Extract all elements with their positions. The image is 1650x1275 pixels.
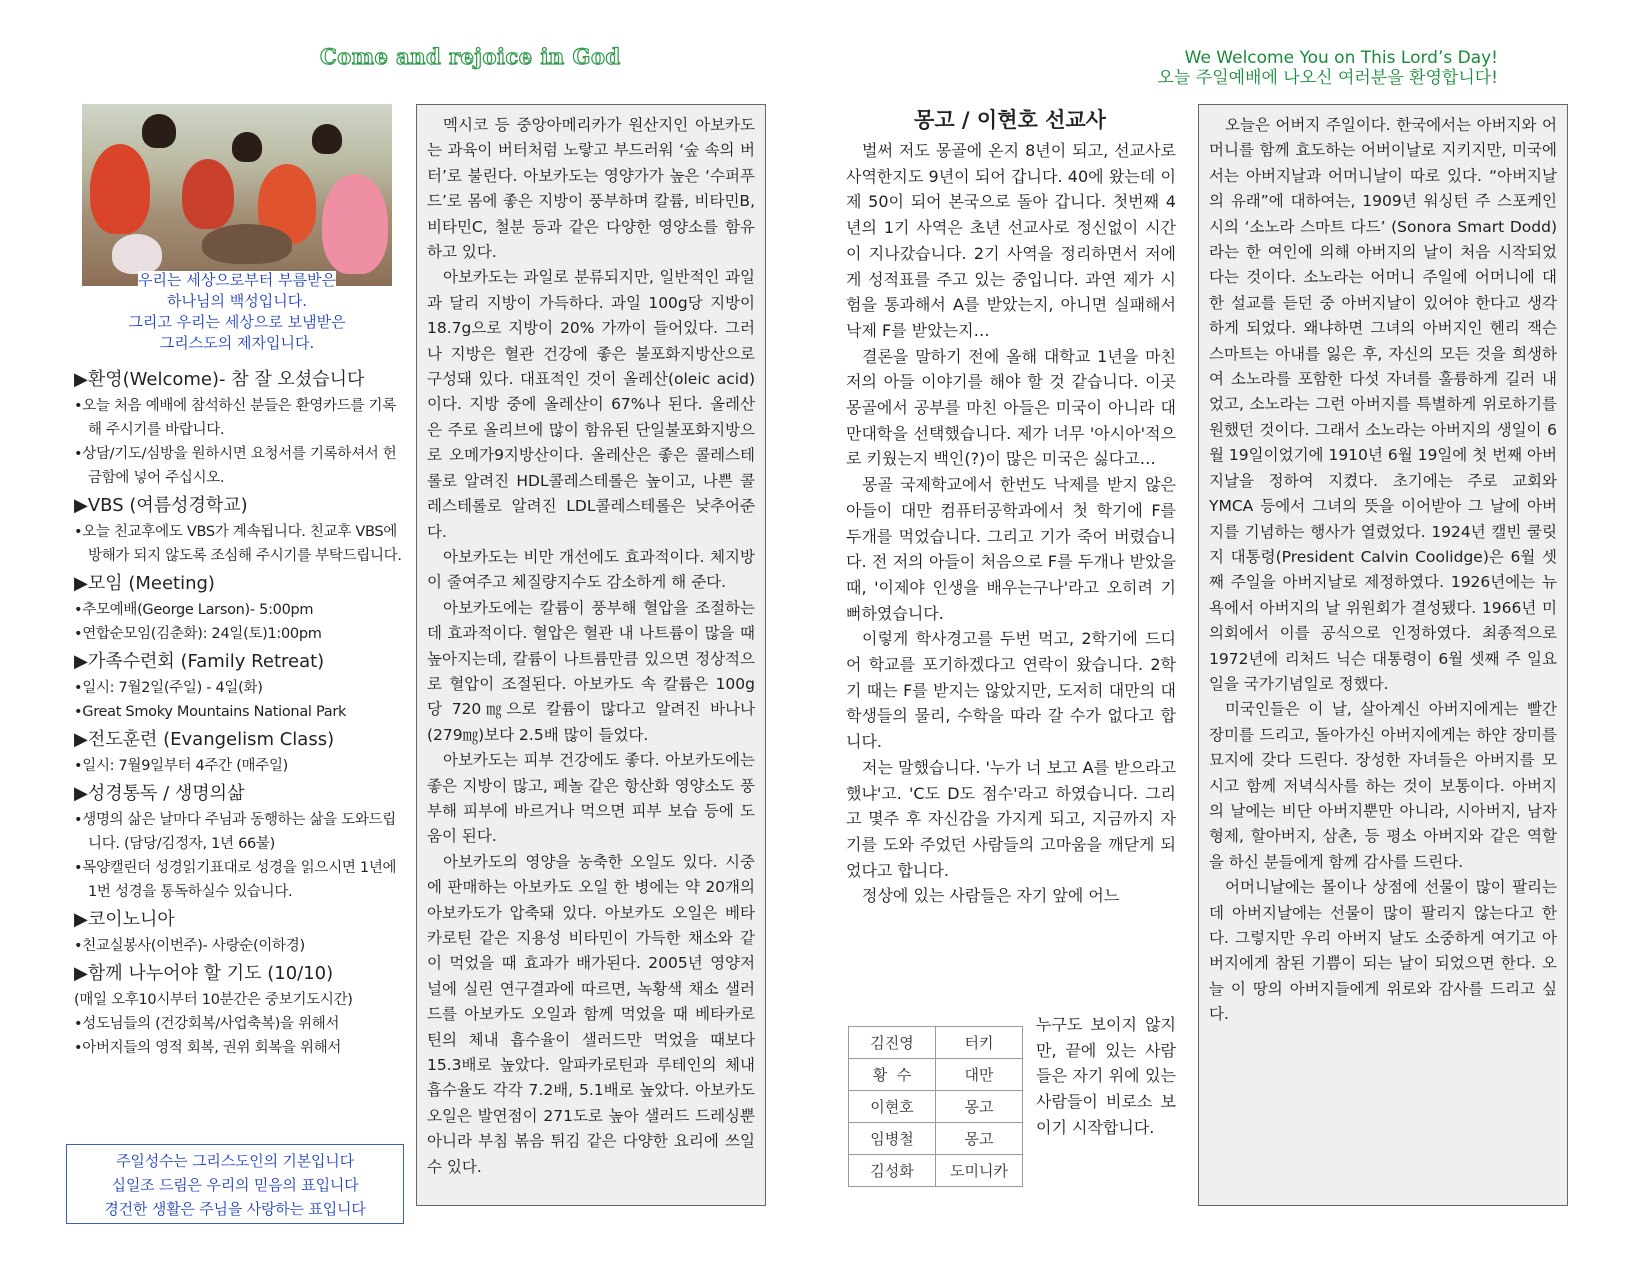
letter-paragraph: 저는 말했습니다. '누가 너 보고 A를 받으라고 했냐'고. 'C도 D도 점수'라고 하였습니다. 그리고 몇주 후 자신감을 가지게 되고, 지금까지 자기를 도와 주었던 사람들의 고마움을 깨닫게 되었다고 합니다. bbox=[846, 757, 1176, 880]
motto-box bbox=[66, 1144, 404, 1224]
article-paragraph: 아보카도에는 칼륨이 풍부해 혈압을 조절하는데 효과적이다. 혈압은 혈관 내 나트륨이 많을 때 높아지는데, 칼륨이 나트륨만큼 있으면 정상적으로 혈압이 조절된다. 아보카도 속 칼륨은 100g당 720㎎으로 칼륨이 많다고 알려진 바나나(279㎎)보다 2.5배 많이 들었다. bbox=[427, 598, 755, 744]
list-item: •생명의 삶은 날마다 주님과 동행하는 삶을 도와드립니다. (담당/김정자, 1년 66불) bbox=[74, 812, 396, 852]
letter-paragraph-continued: 누구도 보이지 않지만, 끝에 있는 사람들은 자기 위에 있는 사람들이 비로소 보이기 시작합니다. bbox=[1036, 1015, 1176, 1137]
welcome-banner bbox=[978, 48, 1498, 88]
section-heading: ▶VBS (여름성경학교) bbox=[74, 495, 248, 516]
missionary-letter bbox=[846, 138, 1176, 909]
list-item: •성도님들의 (건강회복/사업축복)을 위해서 bbox=[74, 1016, 340, 1032]
section-heading: ▶함께 나누어야 할 기도 (10/10) bbox=[74, 963, 334, 984]
letter-paragraph: 결론을 말하기 전에 올해 대학교 1년을 마친 저의 아들 이야기를 해야 할 것 같습니다. 이곳 몽골에서 공부를 마친 아들은 미국이 아니라 대만대학을 선택했습니다. 제가 너무 '아시아'적으로 키웠는지 백인(?)이 많은 미국은 싫다고… bbox=[846, 346, 1176, 469]
list-item: •Great Smoky Mountains National Park bbox=[74, 704, 347, 720]
missionary-name: 이현호 bbox=[849, 1091, 936, 1123]
table-row bbox=[849, 1059, 1023, 1091]
missionary-country: 대만 bbox=[936, 1059, 1023, 1091]
article-paragraph: 어머니날에는 몰이나 상점에 선물이 많이 팔리는데 아버지날에는 선물이 많이 팔리지 않는다고 한다. 그렇지만 우리 아버지 날도 소중하게 여기고 아버지에게 참된 기쁨이 되는 날이 되었으면 한다. 오늘 이 땅의 아버지들에게 위로와 감사를 드리고 싶다. bbox=[1209, 878, 1557, 1024]
section-heading: ▶코이노니아 bbox=[74, 909, 175, 930]
list-item: •오늘 처음 예배에 참석하신 분들은 환영카드를 기록해 주시기를 바랍니다. bbox=[74, 398, 396, 438]
prayer-note: (매일 오후10시부터 10분간은 중보기도시간) bbox=[74, 992, 353, 1008]
missionary-country: 도미니카 bbox=[936, 1155, 1023, 1187]
list-item: •일시: 7월2일(주일) - 4일(화) bbox=[74, 680, 263, 696]
article-paragraph: 아보카도는 피부 건강에도 좋다. 아보카도에는 좋은 지방이 많고, 페놀 같은 항산화 영양소도 풍부해 피부에 바르거나 먹으면 피부 보습 등에 도움이 된다. bbox=[427, 751, 755, 846]
welcome-ko: 오늘 주일예배에 나오신 여러분을 환영합니다! bbox=[1157, 68, 1498, 88]
article-paragraph: 아보카도는 비만 개선에도 효과적이다. 체지방이 줄여주고 체질량지수도 감소하게 해 준다. bbox=[427, 547, 755, 592]
caption-line: 그리스도의 제자입니다. bbox=[159, 334, 315, 352]
photo-caption bbox=[82, 270, 392, 354]
section-heading: ▶전도훈련 (Evangelism Class) bbox=[74, 729, 335, 750]
avocado-article bbox=[416, 104, 766, 1206]
motto-line: 십일조 드림은 우리의 믿음의 표입니다 bbox=[111, 1176, 359, 1194]
letter-paragraph: 벌써 저도 몽골에 온지 8년이 되고, 선교사로 사역한지도 9년이 되어 갑니다. 40에 왔는데 이제 50이 되어 본국으로 돌아 갑니다. 첫번째 4년의 1기 사역은 초년 선교사로 정신없이 시간이 지나갔습니다. 2기 사역을 정리하면서 저에게 성적표를 주고 있는 중입니다. 과연 제가 시험을 통과해서 A를 받았는지, 아니면 실패해서 낙제 F를 받았는지… bbox=[846, 141, 1176, 340]
fathers-day-article bbox=[1198, 104, 1568, 1206]
table-row bbox=[849, 1091, 1023, 1123]
list-item: •상담/기도/심방을 원하시면 요청서를 기록하셔서 헌금함에 넣어 주십시오. bbox=[74, 446, 397, 486]
missionary-country: 몽고 bbox=[936, 1091, 1023, 1123]
announcements bbox=[74, 364, 406, 1060]
section-heading: ▶가족수련회 (Family Retreat) bbox=[74, 651, 325, 672]
table-row bbox=[849, 1123, 1023, 1155]
article-paragraph: 미국인들은 이 날, 살아계신 아버지에게는 빨간 장미를 드리고, 돌아가신 아버지에게는 하얀 장미를 묘지에 갖다 드린다. 장성한 자녀들은 아버지를 모시고 함께 저녁식사를 하는 것이 보통이다. 아버지의 날에는 비단 아버지뿐만 아니라, 시아버지, 남자 형제, 할아버지, 삼촌, 등 평소 아버지와 같은 역할을 하신 분들에게 함께 감사를 드린다. bbox=[1209, 700, 1557, 871]
letter-paragraph: 몽골 국제학교에서 한번도 낙제를 받지 않은 아들이 대만 컴퓨터공학과에서 첫 학기에 F를 두개를 먹었습니다. 그리고 기가 죽어 버렸습니다. 전 저의 아들이 처음으로 F를 두개나 받았을 때, '이제야 인생을 배우는구나'라고 오히려 기뻐하였습니다. bbox=[846, 475, 1176, 623]
list-item: •연합순모임(김춘화): 24일(토)1:00pm bbox=[74, 626, 322, 642]
section-heading: ▶모임 (Meeting) bbox=[74, 573, 215, 594]
letter-paragraph: 정상에 있는 사람들은 자기 앞에 어느 bbox=[862, 886, 1120, 906]
article-paragraph: 오늘은 어버지 주일이다. 한국에서는 아버지와 어머니를 함께 효도하는 어버이날로 지키지만, 미국에서는 아버지날과 어머니날이 따로 있다. “아버지날의 유래”에 대하여는, 1909년 워싱턴 주 스포케인 시의 ‘소노라 스마트 다드’ (Sonora Smart Dodd)라는 한 여인에 의해 아버지의 날이 처음 시작되었다는 것이다. 소노라는 어머니 주일에 어머니에 대한 설교를 듣던 중 아버지날이 있어야 한다고 생각하게 되었다. 왜냐하면 그녀의 아버지인 헨리 잭슨 스마트는 아내를 잃은 후, 자신의 모든 것을 희생하여 소노라를 포함한 다섯 자녀를 훌륭하게 길러 내었고, 소노라는 그런 아버지를 특별하게 위로하기를 원했던 것이다. 그래서 소노라는 아버지의 생일이 6월 19일이었기에 1910년 6월 19일에 첫 번째 아버지날을 정하여 지켰다. 초기에는 주로 교회와 YMCA 등에서 그녀의 뜻을 이어받아 그 날에 아버지를 기념하는 행사가 열렸었다. 1924년 캘빈 쿨릿지 대통령(President Calvin Coolidge)은 6월 셋째 주일을 아버지날로 제정하였다. 1926년에는 뉴욕에서 아버지의 날 위원회가 결성됐다. 1966년 미 의회에서 이를 공식으로 인정하였다. 최종적으로 1972년에 리처드 닉슨 대통령이 6월 셋째 주 일요일을 국가기념일로 정했다. bbox=[1209, 116, 1557, 693]
missionary-name: 김진영 bbox=[849, 1027, 936, 1059]
caption-line: 그리고 우리는 세상으로 보냄받은 bbox=[128, 313, 346, 331]
page-title: Come and rejoice in God bbox=[320, 44, 621, 69]
article-paragraph: 멕시코 등 중앙아메리카가 원산지인 아보카도는 과육이 버터처럼 노랗고 부드러워 ‘숲 속의 버터’로 불린다. 아보카도는 영양가가 높은 ‘수퍼푸드’로 몸에 좋은 지방이 풍부하며 칼륨, 비타민B, 비타민C, 철분 등과 같은 다양한 영양소를 함유하고 있다. bbox=[427, 116, 755, 262]
missionary-name: 황 수 bbox=[849, 1059, 936, 1091]
list-item: •목양캘린더 성경읽기표대로 성경을 읽으시면 1년에 1번 성경을 통독하실수 있습니다. bbox=[74, 860, 397, 900]
list-item: •친교실봉사(이번주)- 사랑순(이하경) bbox=[74, 938, 305, 954]
letter-paragraph: 이렇게 학사경고를 두번 먹고, 2학기에 드디어 학교를 포기하겠다고 연락이 왔습니다. 2학기 때는 F를 받지는 않았지만, 도저히 대만의 대학생들의 물리, 수학을 따라 갈 수가 없다고 합니다. bbox=[846, 629, 1176, 752]
section-heading: ▶환영(Welcome)- 참 잘 오셨습니다 bbox=[74, 369, 365, 390]
missionary-country: 몽고 bbox=[936, 1123, 1023, 1155]
caption-line: 하나님의 백성입니다. bbox=[167, 292, 307, 310]
article-paragraph: 아보카도의 영양을 농축한 오일도 있다. 시중에 판매하는 아보카도 오일 한 병에는 약 20개의 아보카도가 압축돼 있다. 아보카도 오일은 베타카로틴 같은 지용성 비타민이 가득한 채소와 같이 먹었을 때 효과가 배가된다. 2005년 영양저널에 실린 연구결과에 따르면, 녹황색 채소 샐러드를 아보카도 오일과 함께 먹었을 때 베타카로틴의 체내 흡수율이 샐러드만 먹었을 때보다 15.3배로 높았다. 알파카로틴과 루테인의 체내 흡수율도 각각 7.2배, 5.1배로 높았다. 아보카도 오일은 발연점이 271도로 높아 샐러드 드레싱뿐 아니라 부침 볶음 튀김 같은 다양한 요리에 쓰일 수 있다. bbox=[427, 852, 755, 1176]
table-row bbox=[849, 1155, 1023, 1187]
missionary-title: 몽고 / 이현호 선교사 bbox=[914, 108, 1106, 132]
motto-line: 주일성수는 그리스도인의 기본입니다 bbox=[116, 1152, 354, 1170]
section-heading: ▶성경통독 / 생명의삶 bbox=[74, 783, 245, 804]
missionary-name: 김성화 bbox=[849, 1155, 936, 1187]
article-paragraph: 아보카도는 과일로 분류되지만, 일반적인 과일과 달리 지방이 가득하다. 과일 100g당 지방이 18.7g으로 지방이 20% 가까이 들어있다. 그러나 지방은 혈관 건강에 좋은 불포화지방산으로 구성돼 있다. 대표적인 것이 올레산(oleic acid)이다. 지방 중에 올레산이 67%나 된다. 올레산은 주로 올리브에 많이 함유된 단일불포화지방으로 오메가9지방산이다. 올레산은 좋은 콜레스테롤로 알려진 HDL콜레스테롤은 높이고, 나쁜 콜레스테롤로 알려진 LDL콜레스테롤은 낮추어준다. bbox=[427, 268, 755, 541]
table-row bbox=[849, 1027, 1023, 1059]
list-item: •아버지들의 영적 회복, 권위 회복을 위해서 bbox=[74, 1040, 342, 1056]
welcome-en: We Welcome You on This Lord’s Day! bbox=[1184, 48, 1498, 68]
missionary-name: 임병철 bbox=[849, 1123, 936, 1155]
list-item: •오늘 친교후에도 VBS가 계속됩니다. 친교후 VBS에 방해가 되지 않도록 조심해 주시기를 부탁드립니다. bbox=[74, 524, 402, 564]
caption-line: 우리는 세상으로부터 부름받은 bbox=[138, 271, 336, 289]
list-item: •일시: 7월9일부터 4주간 (매주일) bbox=[74, 758, 289, 774]
children-group-photo bbox=[82, 104, 392, 286]
missionary-country: 터키 bbox=[936, 1027, 1023, 1059]
motto-line: 경건한 생활은 주님을 사랑하는 표입니다 bbox=[104, 1200, 366, 1218]
missionary-table bbox=[848, 1026, 1023, 1187]
list-item: •추모예배(George Larson)- 5:00pm bbox=[74, 602, 314, 618]
